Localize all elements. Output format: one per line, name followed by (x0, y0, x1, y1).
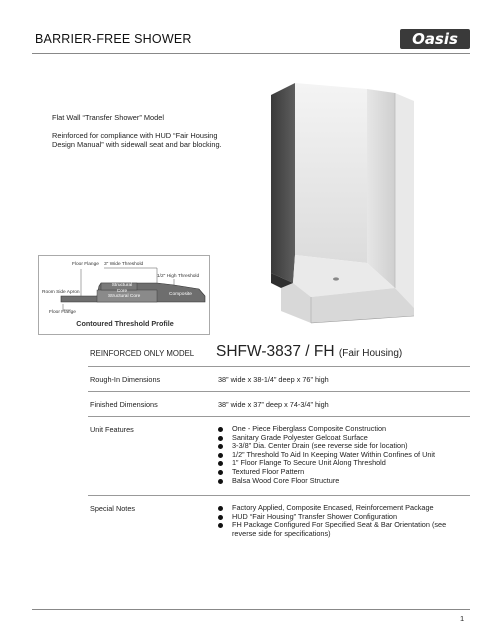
unit-features-list (218, 425, 458, 485)
footer-divider (32, 609, 470, 610)
intro-line-2: Reinforced for compliance with HUD “Fair Housing Design Manual” with sidewall seat and bar blocking. (52, 131, 222, 150)
diagram-label-floor-flange-top: Floor Flange (72, 262, 99, 267)
list-item: Sanitary Grade Polyester Gelcoat Surface (218, 434, 458, 443)
diagram-label-room-side-apron: Room Side Apron (42, 290, 80, 295)
header-bar (32, 30, 470, 54)
diagram-label-wide-threshold: 3" Wide Threshold (104, 262, 144, 267)
model-number: SHFW-3837 / FH (216, 343, 335, 360)
list-item: 3-3/8” Dia. Center Drain (see reverse side for location) (218, 442, 458, 451)
brand-logo: Oasis (400, 29, 470, 49)
model-code (216, 343, 402, 361)
diagram-label-structural-core-top: Structural Core (111, 283, 133, 294)
diagram-label-half-high: 1/2" High Threshold (157, 274, 200, 279)
model-type-label: REINFORCED ONLY MODEL (90, 349, 195, 358)
list-item: Textured Floor Pattern (218, 468, 458, 477)
divider (88, 366, 470, 367)
list-item: 1/2” Threshold To Aid In Keeping Water Within Confines of Unit (218, 451, 458, 460)
divider (88, 416, 470, 417)
special-notes-label: Special Notes (90, 504, 136, 513)
intro-line-1: Flat Wall “Transfer Shower” Model (52, 113, 164, 122)
intro-text (52, 113, 222, 159)
shower-unit-image (271, 83, 414, 333)
diagram-label-structural-core-bottom: Structural Core (108, 294, 141, 299)
list-item: FH Package Configured For Specified Seat & Bar Orientation (see reverse side for specifications) (218, 521, 458, 538)
finished-label: Finished Dimensions (90, 400, 158, 409)
list-item: HUD “Fair Housing” Transfer Shower Configuration (218, 513, 458, 522)
divider (88, 391, 470, 392)
divider (88, 495, 470, 496)
rough-in-value: 38” wide x 38-1/4” deep x 76” high (218, 375, 329, 384)
list-item: Factory Applied, Composite Encased, Reinforcement Package (218, 504, 458, 513)
diagram-label-floor-flange-bottom: Floor Flange (49, 310, 76, 315)
diagram-title: Contoured Threshold Profile (76, 319, 174, 328)
finished-value: 38” wide x 37” deep x 74-3/4” high (218, 400, 329, 409)
rough-in-label: Rough-In Dimensions (90, 375, 161, 384)
list-item: Balsa Wood Core Floor Structure (218, 477, 458, 486)
diagram-label-composite: Composite (169, 292, 192, 297)
special-notes-list (218, 504, 458, 538)
unit-features-label: Unit Features (90, 425, 134, 434)
threshold-diagram (38, 255, 210, 335)
list-item: 1” Floor Flange To Secure Unit Along Threshold (218, 459, 458, 468)
page-number: 1 (460, 614, 465, 623)
page-title: BARRIER-FREE SHOWER (35, 32, 192, 46)
list-item: One - Piece Fiberglass Composite Construction (218, 425, 458, 434)
model-code-suffix: (Fair Housing) (338, 348, 403, 359)
